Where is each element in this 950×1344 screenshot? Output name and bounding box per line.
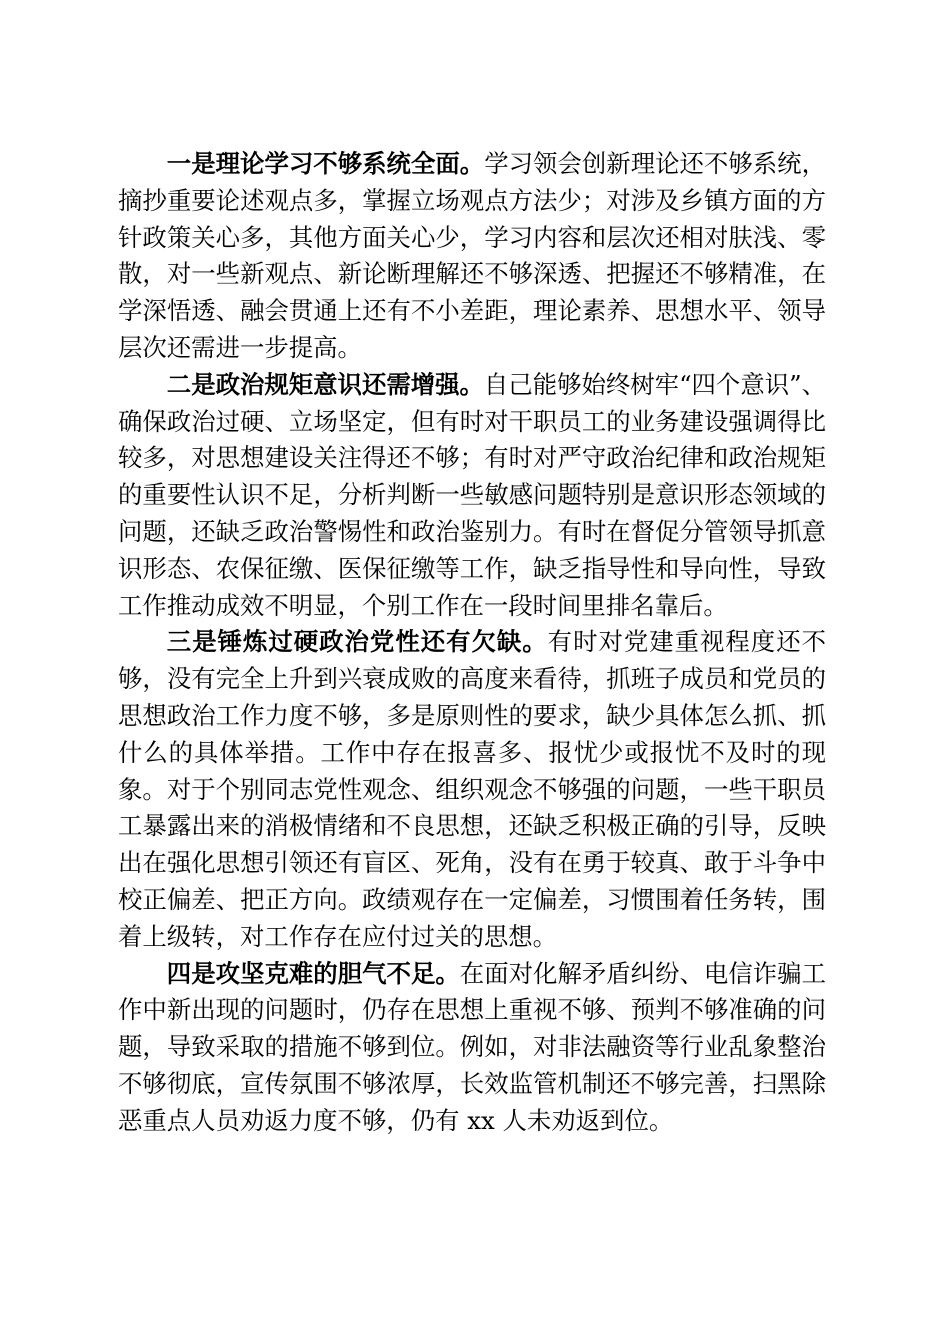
- paragraph-1: [118, 146, 826, 367]
- paragraph-4: [118, 956, 826, 1140]
- paragraph-3: [118, 624, 826, 955]
- paragraph-3-heading: 三是锤炼过硬政治党性还有欠缺。: [166, 627, 548, 657]
- paragraph-2-text: 自己能够始终树牢“四个意识”、确保政治过硬、立场坚定，但有时对干职员工的业务建设强调得比较多，对思想建设关注得还不够；有时对严守政治纪律和政治规矩的重要性认识不足，分析判断一些敏感问题特别是意识形态领域的问题，还缺乏政治警惕性和政治鉴别力。有时在督促分管领导抓意识形态、农保征缴、医保征缴等工作，缺乏指导性和导向性，导致工作推动成效不明显，个别工作在一段时间里排名靠后。: [118, 369, 826, 620]
- paragraph-2: [118, 367, 826, 625]
- paragraph-1-text: 学习领会创新理论还不够系统，摘抄重要论述观点多，掌握立场观点方法少；对涉及乡镇方面的方针政策关心多，其他方面关心少，学习内容和层次还相对肤浅、零散，对一些新观点、新论断理解还不够深透、把握还不够精准，在学深悟透、融会贯通上还有不小差距，理论素养、思想水平、领导层次还需进一步提高。: [118, 149, 826, 362]
- paragraph-4-heading: 四是攻坚克难的胆气不足。: [166, 958, 460, 988]
- document-body: [118, 146, 826, 1140]
- paragraph-3-text: 有时对党建重视程度还不够，没有完全上升到兴衰成败的高度来看待，抓班子成员和党员的思想政治工作力度不够，多是原则性的要求，缺少具体怎么抓、抓什么的具体举措。工作中存在报喜多、报忧少或报忧不及时的现象。对于个别同志党性观念、组织观念不够强的问题，一些干职员工暴露出来的消极情绪和不良思想，还缺乏积极正确的引导，反映出在强化思想引领还有盲区、死角，没有在勇于较真、敢于斗争中校正偏差、把正方向。政绩观存在一定偏差，习惯围着任务转，围着上级转，对工作存在应付过关的思想。: [118, 627, 826, 951]
- paragraph-4-text: 在面对化解矛盾纠纷、电信诈骗工作中新出现的问题时，仍存在思想上重视不够、预判不够准确的问题，导致采取的措施不够到位。例如，对非法融资等行业乱象整治不够彻底，宣传氛围不够浓厚，长效监管机制还不够完善，扫黑除恶重点人员劝返力度不够，仍有 xx 人未劝返到位。: [118, 958, 826, 1135]
- paragraph-2-heading: 二是政治规矩意识还需增强。: [166, 369, 484, 399]
- paragraph-1-heading: 一是理论学习不够系统全面。: [166, 149, 485, 178]
